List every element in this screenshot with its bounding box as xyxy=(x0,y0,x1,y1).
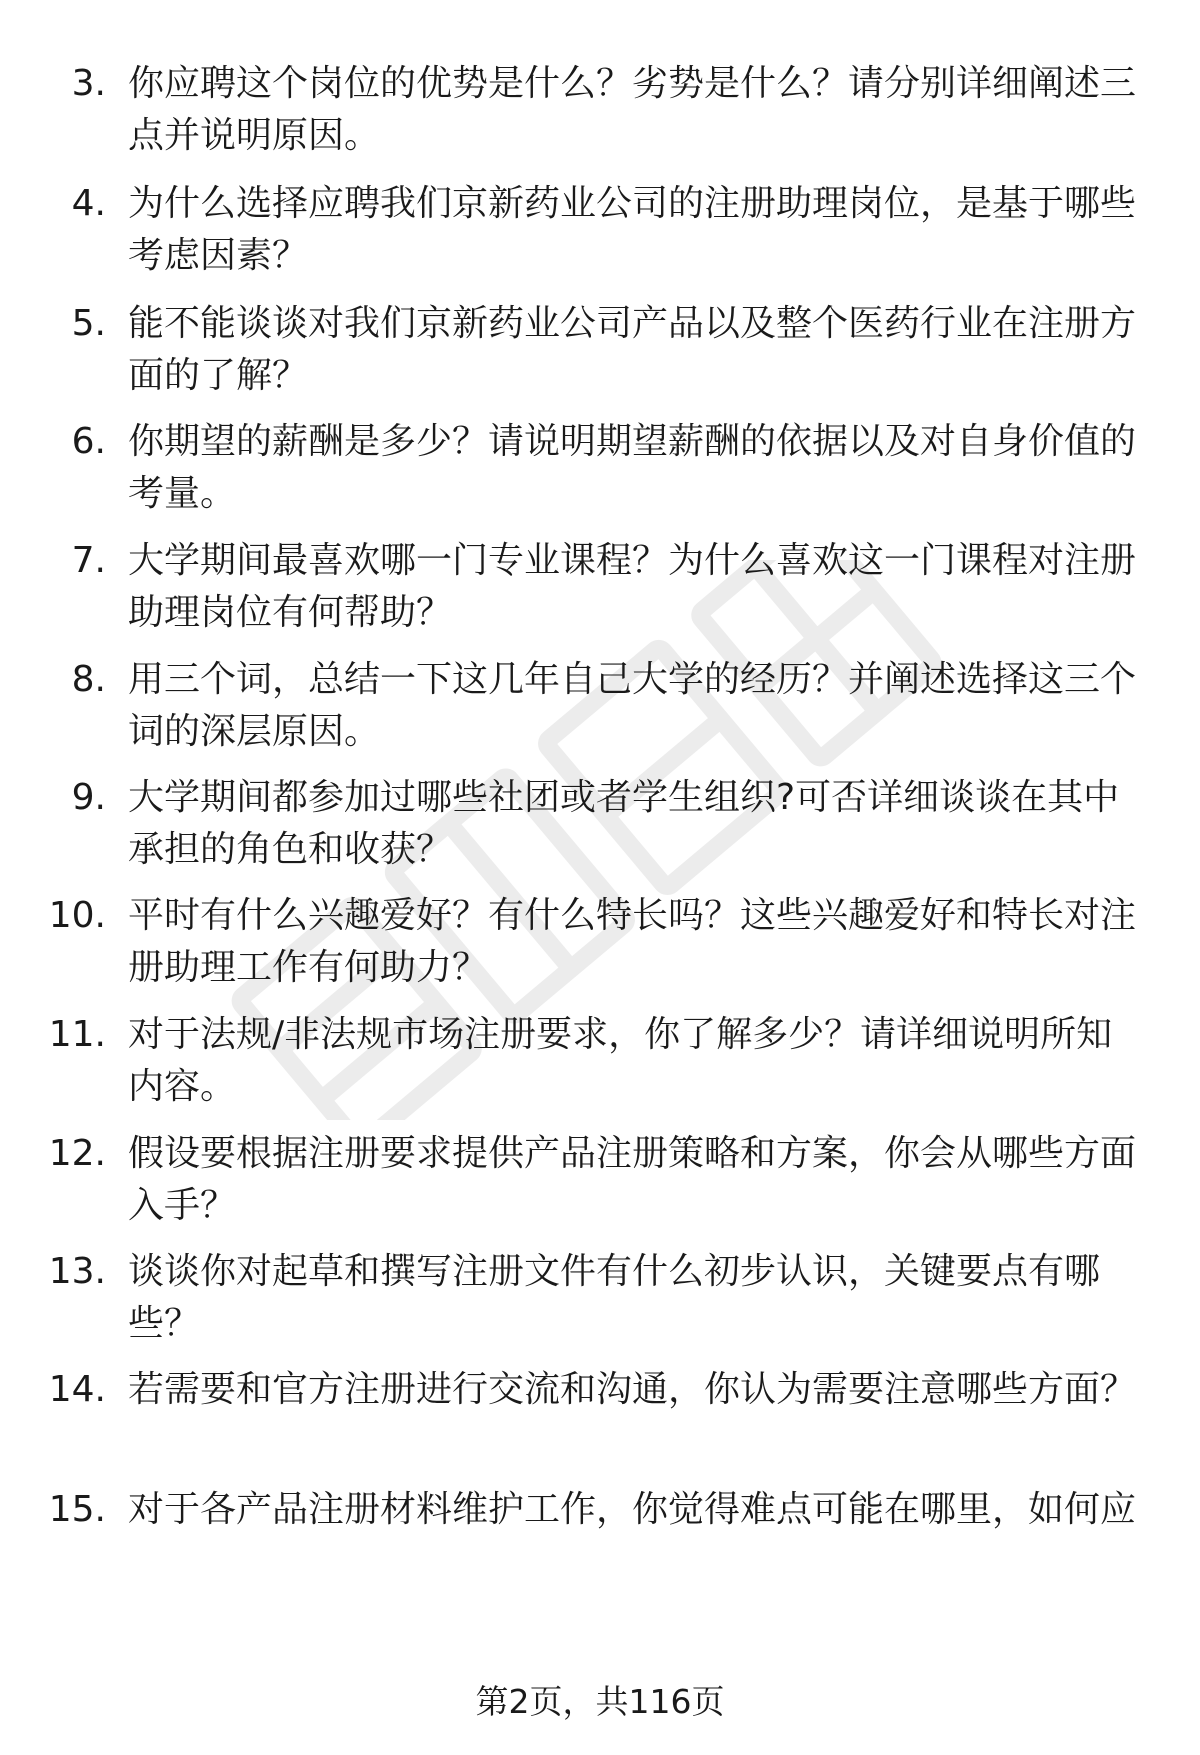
question-number: 12. xyxy=(48,1133,106,1174)
question-number: 13. xyxy=(48,1251,106,1292)
question-text: 平时有什么兴趣爱好？有什么特长吗？这些兴趣爱好和特长对注册助理工作有何助力？ xyxy=(128,895,1137,988)
question-text: 能不能谈谈对我们京新药业公司产品以及整个医药行业在注册方面的了解？ xyxy=(128,303,1137,396)
question-number: 3. xyxy=(71,63,106,104)
question-text: 若需要和官方注册进行交流和沟通，你认为需要注意哪些方面？ xyxy=(128,1369,1137,1410)
question-text: 对于各产品注册材料维护工作，你觉得难点可能在哪里，如何应 xyxy=(128,1489,1137,1530)
question-text: 用三个词，总结一下这几年自己大学的经历？并阐述选择这三个词的深层原因。 xyxy=(128,659,1137,752)
question-number: 6. xyxy=(71,421,106,462)
question-text: 大学期间最喜欢哪一门专业课程？为什么喜欢这一门课程对注册助理岗位有何帮助？ xyxy=(128,540,1137,633)
question-number: 9. xyxy=(71,777,106,818)
question-number: 15. xyxy=(48,1489,106,1530)
question-text: 为什么选择应聘我们京新药业公司的注册助理岗位，是基于哪些考虑因素？ xyxy=(128,183,1137,276)
question-number: 8. xyxy=(71,659,106,700)
question-number: 7. xyxy=(71,540,106,581)
question-text: 对于法规/非法规市场注册要求，你了解多少？请详细说明所知内容。 xyxy=(128,1014,1113,1107)
question-text: 你应聘这个岗位的优势是什么？劣势是什么？请分别详细阐述三点并说明原因。 xyxy=(128,63,1137,156)
question-number: 5. xyxy=(71,303,106,344)
page-number-footer: 第2页，共116页 xyxy=(475,1682,725,1721)
question-text: 你期望的薪酬是多少？请说明期望薪酬的依据以及对自身价值的考量。 xyxy=(128,421,1137,514)
question-number: 4. xyxy=(71,183,106,224)
question-number: 10. xyxy=(48,895,106,936)
question-text: 假设要根据注册要求提供产品注册策略和方案，你会从哪些方面入手？ xyxy=(128,1133,1137,1226)
question-text: 谈谈你对起草和撰写注册文件有什么初步认识，关键要点有哪些？ xyxy=(128,1251,1101,1344)
question-number: 11. xyxy=(48,1014,106,1055)
question-text: 大学期间都参加过哪些社团或者学生组织?可否详细谈谈在其中承担的角色和收获？ xyxy=(128,777,1120,870)
question-number: 14. xyxy=(48,1369,106,1410)
